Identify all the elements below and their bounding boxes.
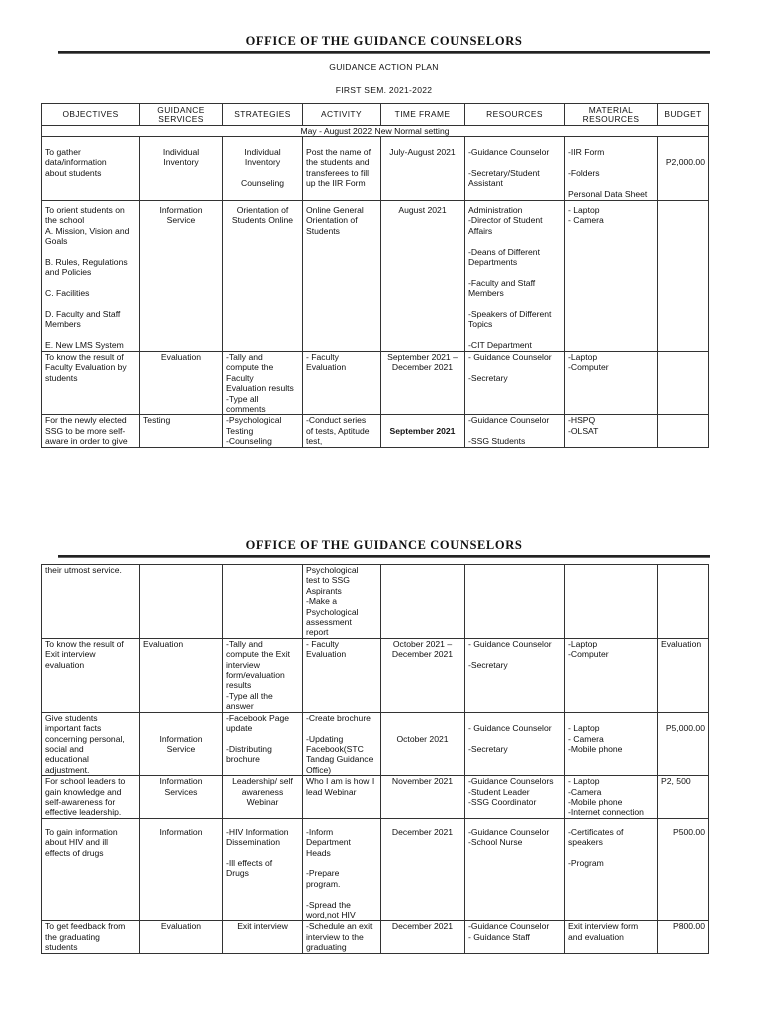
- cell-budget: Evaluation: [658, 638, 709, 712]
- cell-services: Information Services: [140, 776, 223, 819]
- header-activity: ACTIVITY: [303, 104, 381, 126]
- setting-note: May - August 2022 New Normal setting: [42, 126, 709, 137]
- cell-budget: P800.00: [658, 921, 709, 953]
- cell-activity: Online General Orientation of Students: [303, 201, 381, 352]
- cell-objectives: To know the result of Faculty Evaluation by students: [42, 352, 140, 415]
- cell-objectives: Give students important facts concerning personal, social and educational adjustment.: [42, 712, 140, 775]
- header-objectives: OBJECTIVES: [42, 104, 140, 126]
- cell-resources: -Guidance Counselor -SSG Students: [465, 415, 565, 447]
- cell-resources: -Guidance Counselor -Secretary/Student Assistant: [465, 137, 565, 201]
- cell-budget: P2, 500: [658, 776, 709, 819]
- cell-material: - Laptop - Camera: [565, 201, 658, 352]
- cell-strategies: -Tally and compute the Faculty Evaluation results -Type all comments: [223, 352, 303, 415]
- cell-activity: -Create brochure -Updating Facebook(STC Tandag Guidance Office): [303, 712, 381, 775]
- cell-time-frame: December 2021: [381, 818, 465, 921]
- cell-strategies: Orientation of Students Online: [223, 201, 303, 352]
- cell-time-frame: December 2021: [381, 921, 465, 953]
- cell-budget: P5,000.00: [658, 712, 709, 775]
- table-row: [42, 638, 709, 712]
- header-time-frame: TIME FRAME: [381, 104, 465, 126]
- cell-objectives: To know the result of Exit interview evaluation: [42, 638, 140, 712]
- cell-time-frame: September 2021 – December 2021: [381, 352, 465, 415]
- cell-time-frame: October 2021: [381, 712, 465, 775]
- cell-objectives: For school leaders to gain knowledge and self-awareness for effective leadership.: [42, 776, 140, 819]
- cell-services: Information Service: [140, 712, 223, 775]
- cell-resources: -Guidance Counselor -School Nurse: [465, 818, 565, 921]
- cell-material: -IIR Form -Folders Personal Data Sheet: [565, 137, 658, 201]
- cell-activity: Post the name of the students and transferees to fill up the IIR Form: [303, 137, 381, 201]
- cell-material: -Certificates of speakers -Program: [565, 818, 658, 921]
- table-row: [42, 712, 709, 775]
- cell-resources: - Guidance Counselor -Secretary: [465, 352, 565, 415]
- cell-resources: -Guidance Counselor - Guidance Staff: [465, 921, 565, 953]
- cell-resources: - Guidance Counselor -Secretary: [465, 712, 565, 775]
- title-rule: [58, 555, 710, 558]
- cell-material: - Laptop -Camera -Mobile phone -Internet connection: [565, 776, 658, 819]
- title-rule: [58, 51, 710, 54]
- cell-resources: Administration -Director of Student Affairs -Deans of Different Departments -Faculty and Staff Members -Speakers of Different Topics -CIT Department: [465, 201, 565, 352]
- cell-strategies: -Tally and compute the Exit interview form/evaluation results -Type all the answer: [223, 638, 303, 712]
- cell-material: -Laptop -Computer: [565, 638, 658, 712]
- cell-services: Evaluation: [140, 352, 223, 415]
- cell-budget: [658, 565, 709, 639]
- cell-strategies: -Facebook Page update -Distributing brochure: [223, 712, 303, 775]
- header-strategies: STRATEGIES: [223, 104, 303, 126]
- cell-strategies: Leadership/ self awareness Webinar: [223, 776, 303, 819]
- table-row: [42, 137, 709, 201]
- cell-objectives: To gather data/information about students: [42, 137, 140, 201]
- cell-budget: [658, 415, 709, 447]
- action-plan-table-page1: [41, 103, 709, 448]
- cell-activity: Who I am is how I lead Webinar: [303, 776, 381, 819]
- cell-resources: -Guidance Counselors -Student Leader -SSG Coordinator: [465, 776, 565, 819]
- plan-title: GUIDANCE ACTION PLAN: [329, 62, 439, 72]
- header-budget: BUDGET: [658, 104, 709, 126]
- cell-activity: -Inform Department Heads -Prepare program. -Spread the word,not HIV: [303, 818, 381, 921]
- setting-row: [42, 126, 709, 137]
- action-plan-table-page2: [41, 564, 709, 954]
- cell-services: Information Service: [140, 201, 223, 352]
- cell-time-frame: November 2021: [381, 776, 465, 819]
- cell-activity: - Faculty Evaluation: [303, 638, 381, 712]
- cell-objectives: To get feedback from the graduating students: [42, 921, 140, 953]
- cell-activity: - Faculty Evaluation: [303, 352, 381, 415]
- cell-activity: -Conduct series of tests, Aptitude test,: [303, 415, 381, 447]
- table-row: [42, 352, 709, 415]
- cell-time-frame: August 2021: [381, 201, 465, 352]
- cell-services: Individual Inventory: [140, 137, 223, 201]
- table-row: [42, 776, 709, 819]
- table-row: [42, 201, 709, 352]
- cell-time-frame: July-August 2021: [381, 137, 465, 201]
- cell-objectives: To gain information about HIV and ill effects of drugs: [42, 818, 140, 921]
- cell-services: Information: [140, 818, 223, 921]
- header-material-resources: MATERIAL RESOURCES: [565, 104, 658, 126]
- cell-time-frame: [381, 565, 465, 639]
- cell-strategies: Exit interview: [223, 921, 303, 953]
- cell-strategies: -Psychological Testing -Counseling: [223, 415, 303, 447]
- cell-budget: P2,000.00: [658, 137, 709, 201]
- cell-services: Testing: [140, 415, 223, 447]
- office-title-page2: OFFICE OF THE GUIDANCE COUNSELORS: [245, 538, 523, 552]
- table-row: [42, 921, 709, 953]
- cell-strategies: -HIV Information Dissemination -Ill effects of Drugs: [223, 818, 303, 921]
- cell-activity: Psychological test to SSG Aspirants -Make a Psychological assessment report: [303, 565, 381, 639]
- office-title-page1: OFFICE OF THE GUIDANCE COUNSELORS: [245, 34, 523, 48]
- cell-strategies: Individual Inventory Counseling: [223, 137, 303, 201]
- cell-objectives: their utmost service.: [42, 565, 140, 639]
- header-guidance-services: GUIDANCE SERVICES: [140, 104, 223, 126]
- cell-budget: [658, 201, 709, 352]
- cell-budget: [658, 352, 709, 415]
- cell-services: [140, 565, 223, 639]
- semester-label: FIRST SEM. 2021-2022: [335, 85, 433, 95]
- cell-material: Exit interview form and evaluation: [565, 921, 658, 953]
- table-row: [42, 818, 709, 921]
- cell-time-frame: October 2021 – December 2021: [381, 638, 465, 712]
- cell-material: [565, 565, 658, 639]
- table-row: [42, 565, 709, 639]
- cell-resources: - Guidance Counselor -Secretary: [465, 638, 565, 712]
- cell-time-frame: September 2021: [381, 415, 465, 447]
- header-resources: RESOURCES: [465, 104, 565, 126]
- header-row: [42, 104, 709, 126]
- cell-objectives: To orient students on the school A. Mission, Vision and Goals B. Rules, Regulations and Policies C. Facilities D. Faculty and Staff Members E. New LMS System: [42, 201, 140, 352]
- cell-budget: P500.00: [658, 818, 709, 921]
- table-row: [42, 415, 709, 447]
- cell-activity: -Schedule an exit interview to the graduating: [303, 921, 381, 953]
- cell-services: Evaluation: [140, 921, 223, 953]
- cell-resources: [465, 565, 565, 639]
- cell-strategies: [223, 565, 303, 639]
- cell-material: - Laptop - Camera -Mobile phone: [565, 712, 658, 775]
- cell-services: Evaluation: [140, 638, 223, 712]
- cell-objectives: For the newly elected SSG to be more self- aware in order to give: [42, 415, 140, 447]
- cell-material: -HSPQ -OLSAT: [565, 415, 658, 447]
- cell-material: -Laptop -Computer: [565, 352, 658, 415]
